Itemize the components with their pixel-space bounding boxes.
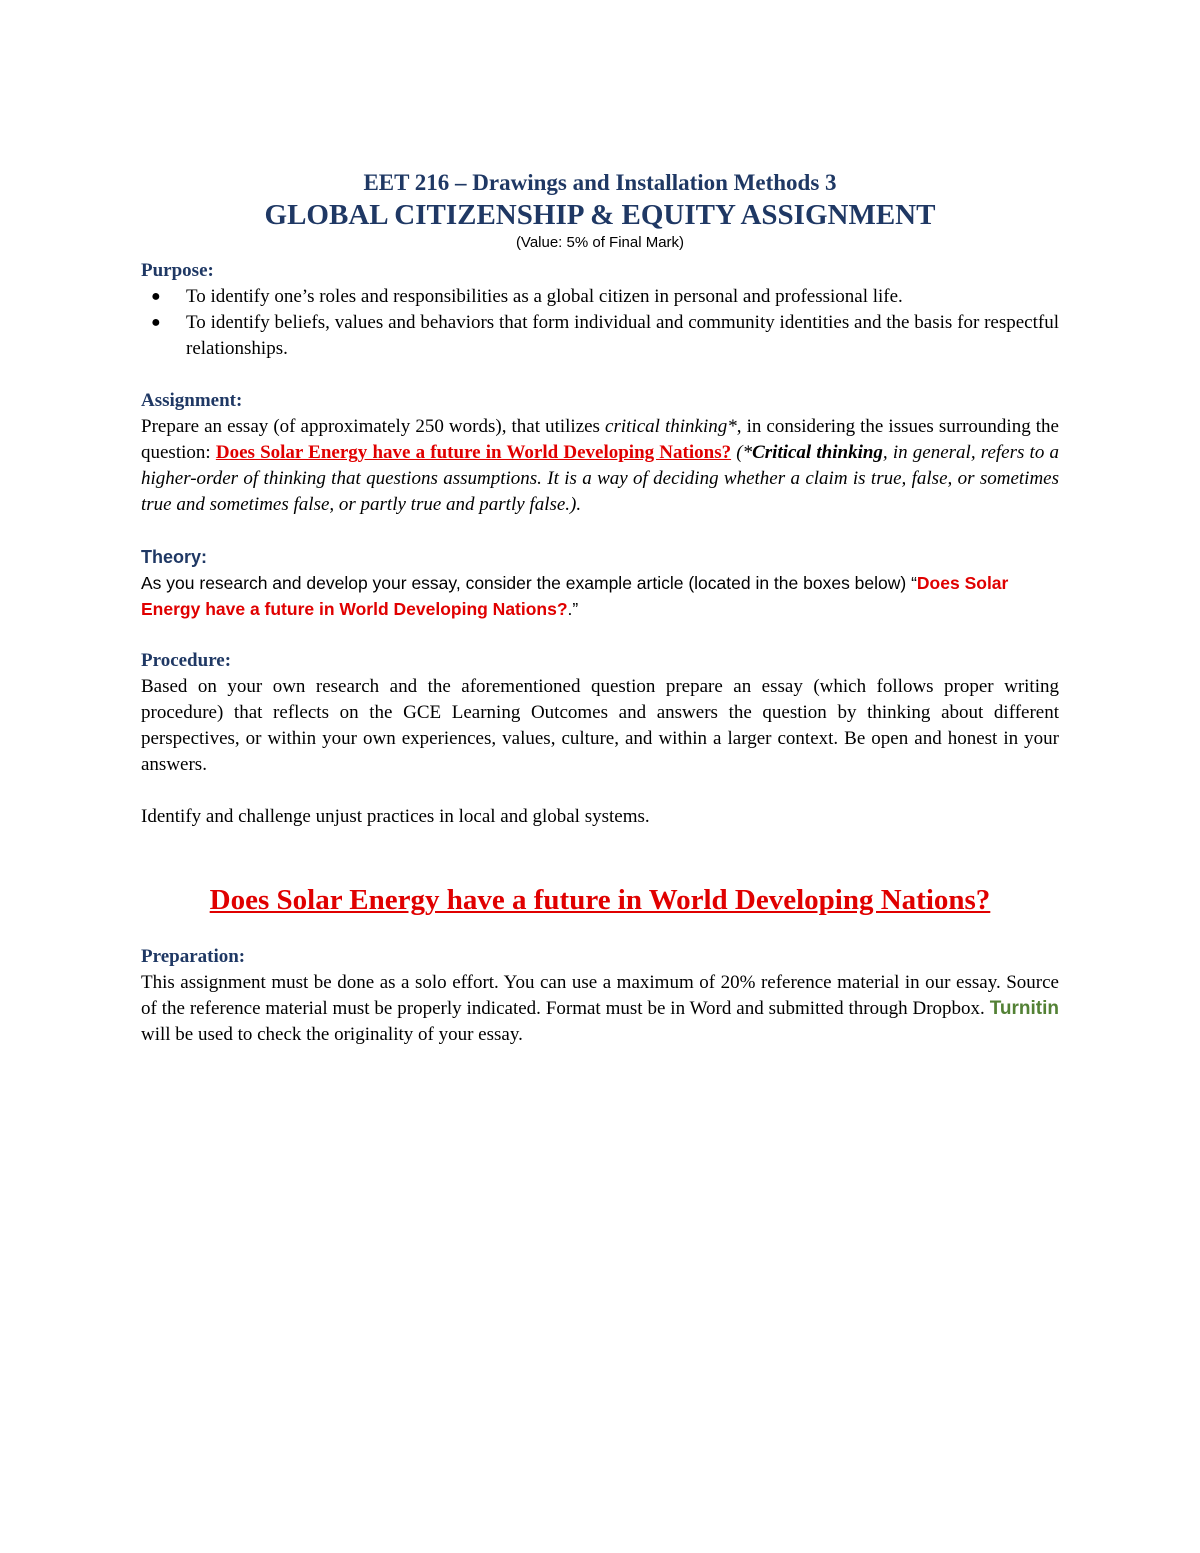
critical-thinking-term: critical thinking*	[605, 416, 737, 437]
preparation-text-1: This assignment must be done as a solo effort. You can use a maximum of 20% reference material in our essay. Source of the reference material must be properly indicated. Format must be in Word and submitted through Dropbox.	[141, 972, 1059, 1019]
preparation-text-2: will be used to check the originality of your essay.	[141, 1024, 523, 1045]
assignment-text-1: Prepare an essay (of approximately 250 words), that utilizes	[141, 416, 606, 437]
assignment-heading: Assignment:	[141, 390, 243, 411]
course-title: EET 216 – Drawings and Installation Methods 3	[363, 170, 837, 195]
procedure-paragraph: Based on your own research and the aforementioned question prepare an essay (which follows proper writing procedure) that reflects on the GCE Learning Outcomes and answers the question by thinking about different perspectives, or within your own experiences, values, culture, and within a larger context. Be open and honest in your answers.	[141, 676, 1059, 775]
purpose-item-text: To identify beliefs, values and behaviors that form individual and community identities and the basis for respectful relationships.	[186, 312, 1059, 359]
essay-question-title: Does Solar Energy have a future in World Developing Nations?	[209, 884, 991, 916]
purpose-list	[141, 284, 1059, 362]
purpose-item-text: To identify one’s roles and responsibilities as a global citizen in personal and professional life.	[186, 286, 903, 307]
assignment-paragraph	[141, 414, 1059, 518]
assignment-title: GLOBAL CITIZENSHIP & EQUITY ASSIGNMENT	[264, 199, 936, 231]
theory-heading: Theory:	[141, 547, 208, 567]
value-note: (Value: 5% of Final Mark)	[515, 234, 685, 251]
theory-paragraph	[141, 570, 1059, 622]
purpose-item	[151, 310, 1059, 362]
theory-text-2: .”	[567, 599, 579, 619]
assignment-text-2: , in considering the issues surrounding the question:	[141, 416, 1059, 463]
theory-question: Does Solar Energy have a future in World Developing Nations?	[141, 573, 1009, 619]
question-link[interactable]: Does Solar Energy have a future in World Developing Nations?	[215, 442, 732, 463]
note-bold-term: Critical thinking	[752, 442, 883, 463]
document-page	[141, 168, 1059, 1048]
preparation-heading: Preparation:	[141, 946, 246, 967]
purpose-heading: Purpose:	[141, 260, 214, 281]
procedure-challenge: Identify and challenge unjust practices in local and global systems.	[141, 806, 650, 827]
purpose-item	[151, 284, 1059, 310]
note-open: (*	[731, 442, 753, 463]
bullet-icon: ●	[151, 314, 161, 331]
preparation-paragraph	[141, 970, 1059, 1048]
turnitin-link[interactable]: Turnitin	[989, 998, 1059, 1019]
theory-text-1: As you research and develop your essay, consider the example article (located in the boxes below) “	[141, 573, 917, 593]
procedure-heading: Procedure:	[141, 650, 232, 671]
bullet-icon: ●	[151, 288, 161, 305]
critical-thinking-note: , in general, refers to a higher-order of thinking that questions assumptions. It is a way of deciding whether a claim is true, false, or sometimes true and sometimes false, or partly true and partly false.).	[141, 442, 1059, 515]
